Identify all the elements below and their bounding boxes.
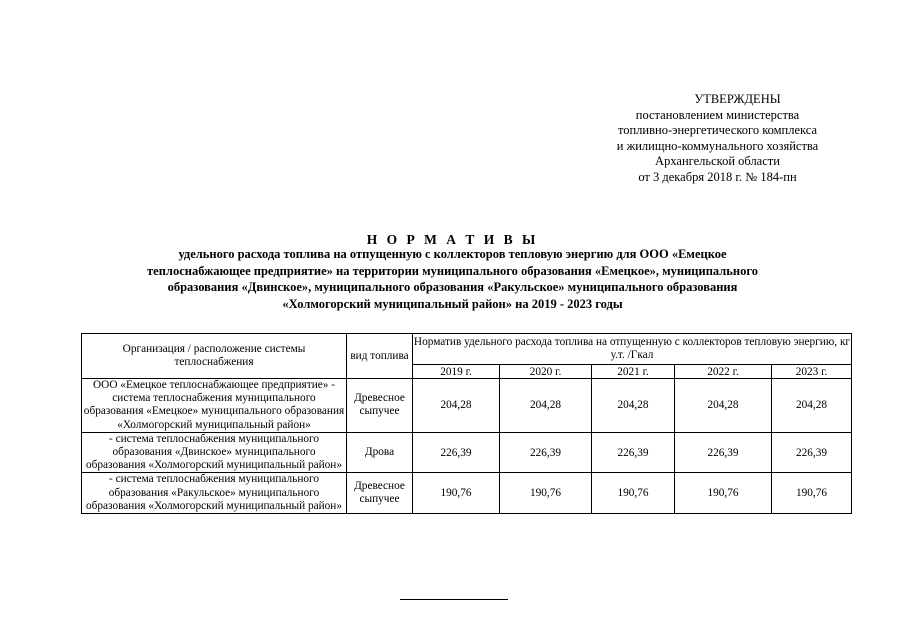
value-cell: 204,28	[413, 379, 500, 433]
subtitle-line: образования «Двинское», муниципального образования «Ракульское» муниципального образования	[167, 280, 738, 294]
fuel-cell: Древесное сыпучее	[347, 473, 413, 514]
approval-block	[585, 92, 850, 186]
subtitle-line: удельного расхода топлива на отпущенную с коллекторов тепловую энергию для ООО «Емецкое	[178, 247, 727, 261]
value-cell: 226,39	[500, 432, 592, 473]
header-year: 2020 г.	[500, 365, 592, 379]
value-cell: 226,39	[772, 432, 852, 473]
subtitle-line: «Холмогорский муниципальный район» на 2019 - 2023 годы	[282, 296, 623, 311]
org-cell: - система теплоснабжения муниципального образования «Двинское» муниципального образования «Холмогорский муниципальный район»	[82, 432, 347, 473]
value-cell: 226,39	[592, 432, 675, 473]
value-cell: 190,76	[413, 473, 500, 514]
document-subtitle	[60, 246, 845, 312]
header-year: 2021 г.	[592, 365, 675, 379]
approval-line: УТВЕРЖДЕНЫ	[694, 92, 781, 106]
value-cell: 204,28	[675, 379, 772, 433]
header-org: Организация / расположение системы теплоснабжения	[82, 334, 347, 379]
approval-line: и жилищно-коммунального хозяйства	[616, 138, 819, 153]
fuel-cell: Древесное сыпучее	[347, 379, 413, 433]
header-year: 2022 г.	[675, 365, 772, 379]
value-cell: 204,28	[592, 379, 675, 433]
value-cell: 204,28	[500, 379, 592, 433]
value-cell: 226,39	[413, 432, 500, 473]
approval-line: от 3 декабря 2018 г. № 184-пн	[638, 169, 797, 184]
table-row	[82, 473, 852, 514]
header-row	[82, 334, 852, 365]
header-year: 2023 г.	[772, 365, 852, 379]
table-row	[82, 432, 852, 473]
approval-line: постановлением министерства	[635, 107, 800, 122]
header-fuel: вид топлива	[347, 334, 413, 379]
document-title: Н О Р М А Т И В Ы	[366, 232, 539, 247]
value-cell: 190,76	[592, 473, 675, 514]
subtitle-line: теплоснабжающее предприятие» на территории муниципального образования «Емецкое», муниципального	[147, 263, 758, 278]
table-row	[82, 379, 852, 433]
norms-table	[81, 333, 852, 514]
value-cell: 190,76	[675, 473, 772, 514]
fuel-cell: Дрова	[347, 432, 413, 473]
approval-line: топливно-энергетического комплекса	[617, 123, 818, 138]
org-cell: ООО «Емецкое теплоснабжающее предприятие» - система теплоснабжения муниципального образования «Емецкое» муниципального образования «Холмогорский муниципальный район»	[82, 379, 347, 433]
value-cell: 190,76	[772, 473, 852, 514]
approval-line: Архангельской области	[655, 154, 780, 169]
closing-divider	[400, 599, 508, 600]
value-cell: 204,28	[772, 379, 852, 433]
header-year: 2019 г.	[413, 365, 500, 379]
value-cell: 226,39	[675, 432, 772, 473]
header-norm: Норматив удельного расхода топлива на отпущенную с коллекторов тепловую энергию, кг у.т. /Гкал	[413, 334, 852, 365]
value-cell: 190,76	[500, 473, 592, 514]
org-cell: - система теплоснабжения муниципального образования «Ракульское» муниципального образования «Холмогорский муниципальный район»	[82, 473, 347, 514]
